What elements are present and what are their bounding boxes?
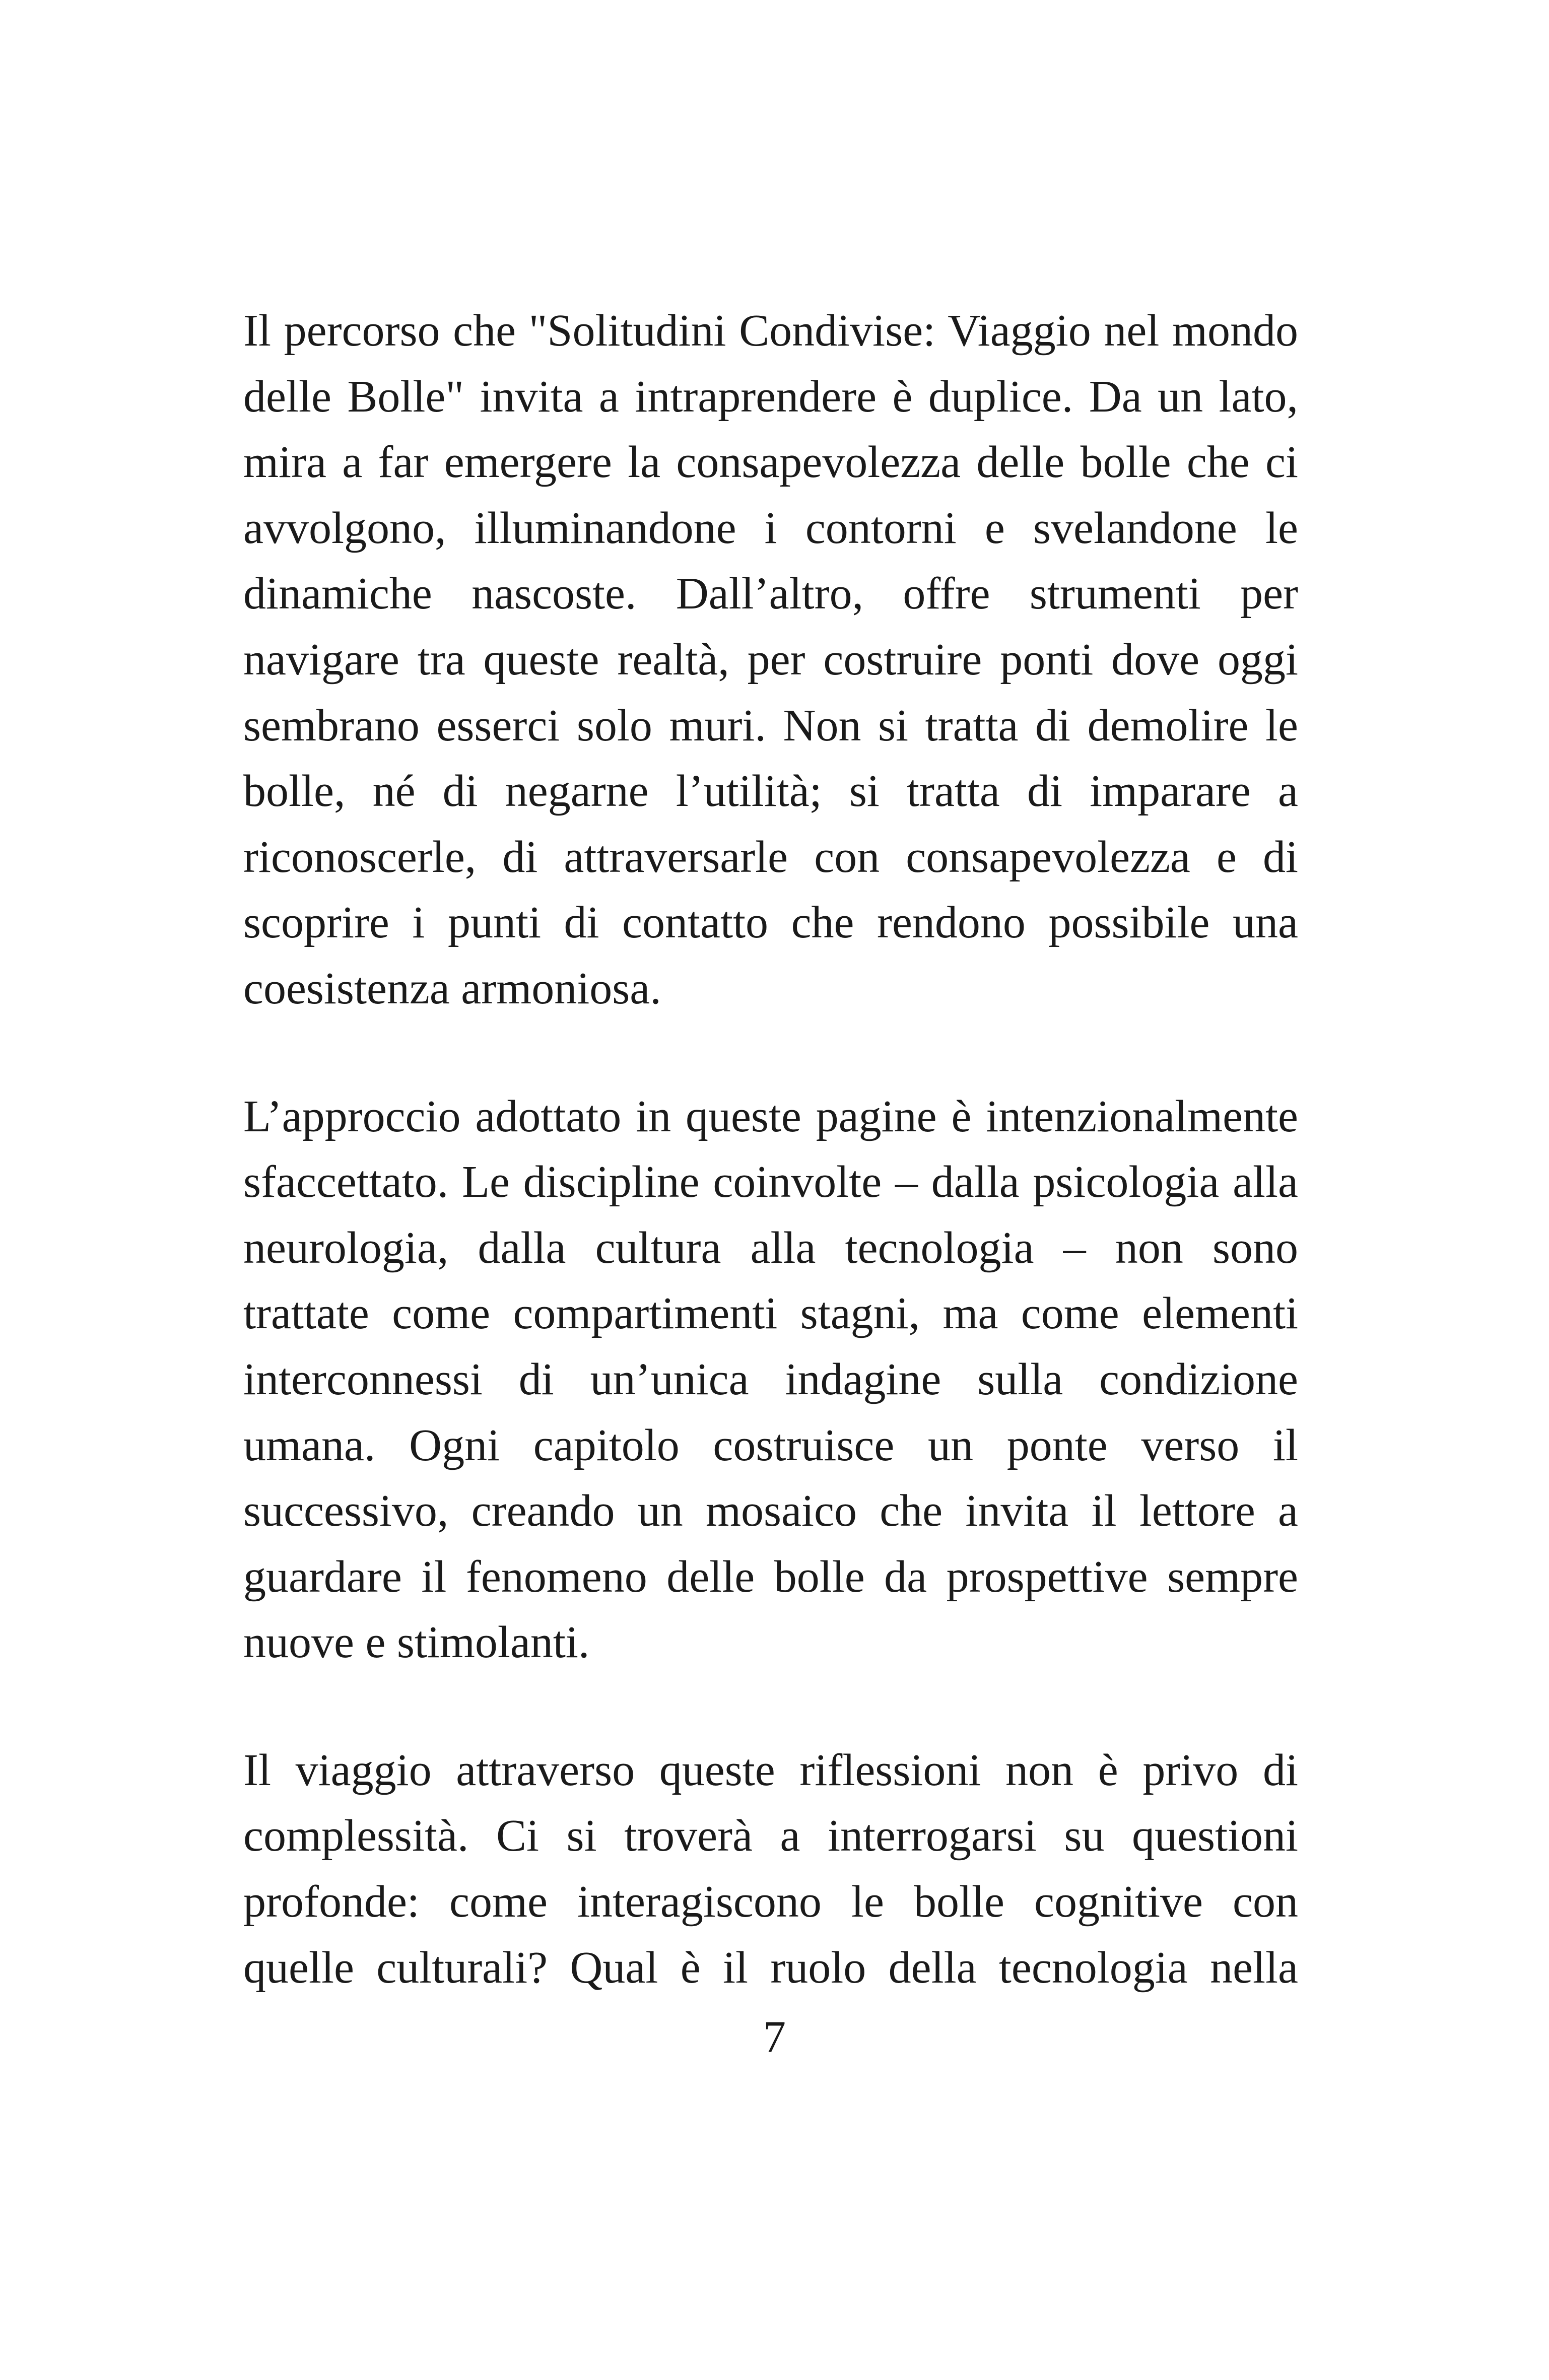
paragraph-1: Il percorso che "Solitudini Condivise: Viaggio nel mondo delle Bolle" invita a intraprendere è duplice. Da un lato, mira a far emergere la consapevolezza delle bolle che ci avvolgono, illuminandone i contorni e svelandone le dinamiche nascoste. Dall’altro, offre strumenti per navigare tra queste realtà, per costruire ponti dove oggi sembrano esserci solo muri. Non si tratta di demolire le bolle, né di negarne l’utilità; si tratta di imparare a riconoscerle, di attraversarle con consapevolezza e di scoprire i punti di contatto che rendono possibile una coesistenza armoniosa.: [243, 306, 1298, 1013]
body-text: [243, 298, 1298, 2001]
page-number: 7: [763, 2012, 786, 2062]
paragraph-2: L’approccio adottato in queste pagine è intenzionalmente sfaccettato. Le discipline coinvolte – dalla psicologia alla neurologia, dalla cultura alla tecnologia – non sono trattate come compartimenti stagni, ma come elementi interconnessi di un’unica indagine sulla condizione umana. Ogni capitolo costruisce un ponte verso il successivo, creando un mosaico che invita il lettore a guardare il fenomeno delle bolle da prospettive sempre nuove e stimolanti.: [243, 1091, 1298, 1668]
paragraph-3: Il viaggio attraverso queste riflessioni non è privo di complessità. Ci si troverà a interrogarsi su questioni profonde: come interagiscono le bolle cognitive con quelle culturali? Qual è il ruolo della tecnologia nella: [243, 1745, 1298, 1993]
